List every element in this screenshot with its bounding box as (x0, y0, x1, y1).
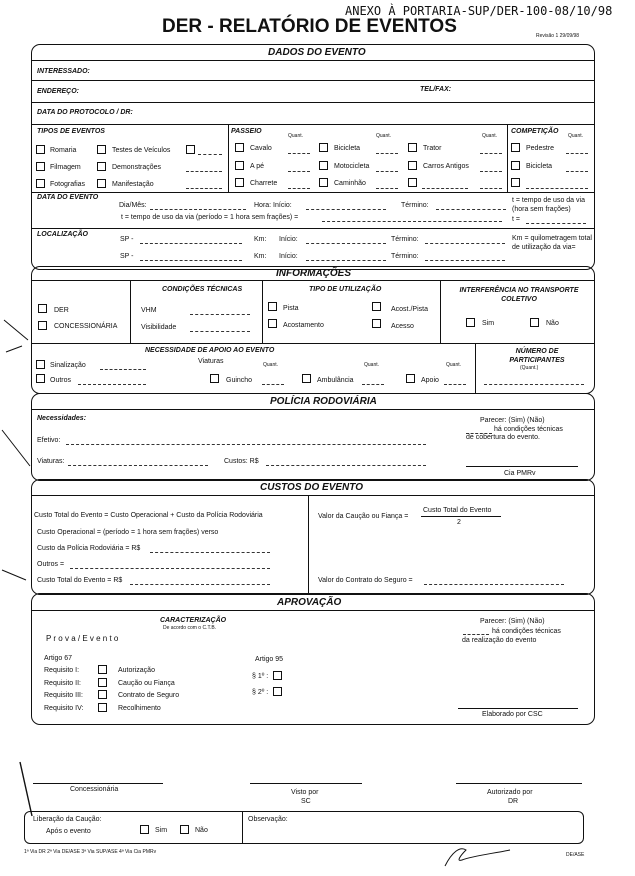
bicicleta-checkbox[interactable] (319, 143, 328, 152)
cavalo-label: Cavalo (250, 145, 272, 152)
pol-parecer2: há condições técnicas (494, 426, 563, 433)
apoio-quant-3: Quant. (446, 362, 462, 368)
comp-bicicleta-checkbox[interactable] (511, 161, 520, 170)
km-note: Km = quilometragem total de utilização da via= (512, 235, 592, 251)
visibilidade-label: Visibilidade (141, 324, 177, 331)
autorizacao-label: Autorização (118, 667, 155, 674)
interf-nao-checkbox[interactable] (530, 318, 539, 327)
km-label-2: Km: (254, 253, 267, 260)
sp-label-2: SP - (120, 253, 134, 260)
annex-text: ANEXO À PORTARIA-SUP/DER-100-08/10/98 (345, 4, 613, 18)
req-1-label: Requisito I: (44, 667, 80, 674)
vhm-label: VHM (141, 307, 157, 314)
acesso-label: Acesso (391, 323, 414, 330)
t-note: t = tempo de uso da via (hora sem frações) (512, 197, 585, 213)
par2-checkbox[interactable] (273, 687, 282, 696)
deae-text: DE/ASE (566, 852, 585, 858)
informacoes-title: INFORMAÇÕES (276, 268, 351, 279)
lib-nao-label: Não (195, 827, 208, 834)
termino-label-3: Término: (391, 253, 419, 260)
pista-label: Pista (283, 305, 299, 312)
km-label-1: Km: (254, 236, 267, 243)
termino-label: Término: (401, 202, 429, 209)
outros-label: Outros (50, 377, 72, 384)
par1-checkbox[interactable] (273, 671, 282, 680)
necessidades-label: Necessidades: (37, 415, 87, 422)
contrato-label: Valor do Contrato do Seguro = (318, 577, 413, 584)
viaturas-pol-label: Viaturas: (37, 458, 65, 465)
der-label: DER (54, 307, 69, 314)
custos-pol-label: Custos: R$ (224, 458, 259, 465)
fotografias-label: Fotografias (50, 181, 86, 188)
pista-checkbox[interactable] (268, 302, 277, 311)
pol-parecer: Parecer: (Sim) (Não) (480, 417, 545, 424)
pol-parecer3: de cobertura do evento. (466, 434, 540, 441)
caucao-den: 2 (457, 519, 461, 526)
caucao-checkbox[interactable] (98, 678, 107, 687)
concessionaria-sign: Concessionária (70, 786, 119, 793)
motocicleta-checkbox[interactable] (319, 161, 328, 170)
sc-label: SC (301, 798, 311, 805)
caucao-label: Valor da Caução ou Fiança = (318, 513, 409, 520)
guincho-checkbox[interactable] (210, 374, 219, 383)
recolhimento-checkbox[interactable] (98, 703, 107, 712)
handwritten-signature-icon (400, 838, 520, 868)
t-eq-label: t = (512, 216, 520, 223)
lib-sim-label: Sim (155, 827, 168, 834)
passeio-title: PASSEIO (231, 128, 262, 135)
hora-label: Hora: Início: (254, 202, 292, 209)
autorizacao-checkbox[interactable] (98, 665, 107, 674)
acostamento-checkbox[interactable] (268, 319, 277, 328)
localizacao-title: LOCALIZAÇÃO (37, 231, 88, 238)
data-evento-title: DATA DO EVENTO (37, 194, 99, 201)
romaria-label: Romaria (50, 147, 77, 154)
dia-label: Dia/Mês: (119, 202, 147, 209)
concessionaria-label: CONCESSIONÁRIA (54, 323, 118, 330)
apr-parecer2: há condições técnicas (492, 628, 561, 635)
cavalo-checkbox[interactable] (235, 143, 244, 152)
req-4-label: Requisito IV: (44, 705, 84, 712)
charrete-label: Charrete (250, 180, 278, 187)
manifestacao-label: Manifestação (112, 181, 154, 188)
trator-checkbox[interactable] (408, 143, 417, 152)
viaturas-label: Viaturas (198, 358, 224, 365)
num-participantes-quant: (Quant.) (520, 365, 539, 371)
passeio-quant-1: Quant. (288, 133, 304, 139)
comp-extra-checkbox[interactable] (511, 178, 520, 187)
romaria-checkbox[interactable] (36, 145, 45, 154)
acesso-checkbox[interactable] (372, 319, 381, 328)
tel-label: TEL/FAX: (420, 86, 452, 93)
caucao-fianca-label: Caução ou Fiança (118, 680, 175, 687)
cia-pmrv-label: Cia PMRv (504, 470, 536, 477)
interf-nao-label: Não (546, 320, 559, 327)
acost-pista-label: Acost./Pista (391, 306, 428, 313)
outros-checkbox[interactable] (36, 374, 45, 383)
prova-evento-label: P r o v a / E v e n t o (46, 634, 119, 643)
cond-tecnicas-title: CONDIÇÕES TÉCNICAS (162, 286, 243, 293)
custos-title: CUSTOS DO EVENTO (260, 482, 363, 493)
caucao-num: Custo Total do Evento (423, 507, 492, 514)
demonstracoes-checkbox[interactable] (97, 162, 106, 171)
num-participantes-title: NÚMERO DE PARTICIPANTES (509, 348, 565, 364)
apoio-title: NECESSIDADE DE APOIO AO EVENTO (145, 347, 275, 354)
charrete-checkbox[interactable] (235, 178, 244, 187)
visto-label: Visto por (291, 789, 319, 796)
caminhao-checkbox[interactable] (319, 178, 328, 187)
sinalizacao-label: Sinalização (50, 362, 86, 369)
custos-line-3: Custo da Polícia Rodoviária = R$ (37, 545, 141, 552)
manifestacao-checkbox[interactable] (97, 179, 106, 188)
caminhao-label: Caminhão (334, 180, 366, 187)
interf-sim-label: Sim (482, 320, 495, 327)
apr-parecer: Parecer: (Sim) (Não) (480, 618, 545, 625)
custos-line-2: Custo Operacional = (período = 1 hora sem frações) verso (37, 529, 219, 536)
interessado-label: INTERESSADO: (37, 68, 90, 75)
lib-sim-checkbox[interactable] (140, 825, 149, 834)
sp-label-1: SP - (120, 236, 134, 243)
autorizado-label: Autorizado por (487, 789, 533, 796)
acostamento-label: Acostamento (283, 322, 324, 329)
custos-line-1: Custo Total do Evento = Custo Operacional + Custo da Polícia Rodoviária (34, 512, 263, 519)
apoio-checkbox[interactable] (406, 374, 415, 383)
elaborado-label: Elaborado por CSC (482, 711, 543, 718)
recolhimento-label: Recolhimento (118, 705, 161, 712)
sinalizacao-checkbox[interactable] (36, 360, 45, 369)
margin-marks-icon (0, 280, 36, 600)
ape-checkbox[interactable] (235, 161, 244, 170)
apoio-quant-1: Quant. (263, 362, 279, 368)
passeio-quant-3: Quant. (482, 133, 498, 139)
termino-label-2: Término: (391, 236, 419, 243)
filmagem-label: Filmagem (50, 164, 81, 171)
apoio-quant-2: Quant. (364, 362, 380, 368)
demonstracoes-label: Demonstrações (112, 164, 162, 171)
dados-panel (31, 44, 595, 270)
req-3-label: Requisito III: (44, 692, 83, 699)
contrato-seguro-checkbox[interactable] (98, 690, 107, 699)
concessionaria-checkbox[interactable] (38, 321, 47, 330)
lib-nao-checkbox[interactable] (180, 825, 189, 834)
par1-label: § 1º : (252, 673, 269, 680)
competicao-quant: Quant. (568, 133, 584, 139)
contrato-seguro-label: Contrato de Seguro (118, 692, 180, 699)
artigo-67-label: Artigo 67 (44, 655, 73, 662)
dr-label: DR (508, 798, 519, 805)
apos-evento-label: Após o evento (46, 828, 91, 835)
ambulancia-label: Ambulância (317, 377, 354, 384)
ctb-label: De acordo com o C.T.B. (163, 625, 217, 631)
protocolo-label: DATA DO PROTOCOLO / DR: (37, 109, 133, 116)
motocicleta-label: Motocicleta (334, 163, 370, 170)
trator-label: Trator (423, 145, 442, 152)
testes-extra-checkbox[interactable] (186, 145, 195, 154)
dados-title: DADOS DO EVENTO (268, 47, 366, 58)
artigo-95-label: Artigo 95 (255, 656, 284, 663)
t-line-label: t = tempo de uso da via (período = 1 hora sem frações) = (121, 214, 299, 221)
carros-antigos-checkbox[interactable] (408, 161, 417, 170)
tipos-title: TIPOS DE EVENTOS (37, 128, 105, 135)
pedestre-checkbox[interactable] (511, 143, 520, 152)
req-2-label: Requisito II: (44, 680, 81, 687)
revision-text: Revisão 1 29/09/98 (536, 33, 580, 39)
caracterizacao-title: CARACTERIZAÇÃO (160, 617, 227, 624)
apr-parecer3: da realização do evento (462, 637, 537, 644)
par2-label: § 2º : (252, 689, 269, 696)
ape-label: A pé (250, 163, 265, 170)
tipo-uso-title: TIPO DE UTILIZAÇÃO (309, 286, 382, 293)
aprovacao-title: APROVAÇÃO (277, 597, 342, 608)
testes-checkbox[interactable] (97, 145, 106, 154)
acost-pista-checkbox[interactable] (372, 302, 381, 311)
competicao-title: COMPETIÇÃO (511, 128, 559, 135)
vias-text: 1ª Via DR 2ª Via DE/ASE 3ª Via SUP/ASE 4ª Via Cia PMRv (24, 849, 157, 855)
passeio-extra-checkbox[interactable] (408, 178, 417, 187)
apoio-label: Apoio (421, 377, 439, 384)
bicicleta-label: Bicicleta (334, 145, 361, 152)
endereco-label: ENDEREÇO: (37, 88, 80, 95)
der-checkbox[interactable] (38, 304, 47, 313)
passeio-quant-2: Quant. (376, 133, 392, 139)
interf-sim-checkbox[interactable] (466, 318, 475, 327)
efetivo-label: Efetivo: (37, 437, 61, 444)
testes-label: Testes de Veículos (112, 147, 171, 154)
page-title: DER - RELATÓRIO DE EVENTOS (162, 16, 457, 37)
fotografias-checkbox[interactable] (36, 179, 45, 188)
guincho-label: Guincho (226, 377, 253, 384)
custos-line-4: Outros = (37, 561, 65, 568)
liberacao-label: Liberação da Caução: (33, 816, 102, 823)
comp-bicicleta-label: Bicicleta (526, 163, 553, 170)
policia-title: POLÍCIA RODOVIÁRIA (270, 396, 377, 407)
custos-line-5: Custo Total do Evento = R$ (37, 577, 123, 584)
aprovacao-panel (31, 593, 595, 725)
observacao-label: Observação: (248, 816, 288, 823)
interf-title: INTERFERÊNCIA NO TRANSPORTE COLETIVO (459, 287, 579, 303)
ambulancia-checkbox[interactable] (302, 374, 311, 383)
carros-antigos-label: Carros Antigos (423, 163, 469, 170)
inicio-label-1: Início: (279, 236, 298, 243)
signature-stroke-icon (14, 760, 44, 820)
filmagem-checkbox[interactable] (36, 162, 45, 171)
inicio-label-2: Início: (279, 253, 298, 260)
pedestre-label: Pedestre (526, 145, 555, 152)
